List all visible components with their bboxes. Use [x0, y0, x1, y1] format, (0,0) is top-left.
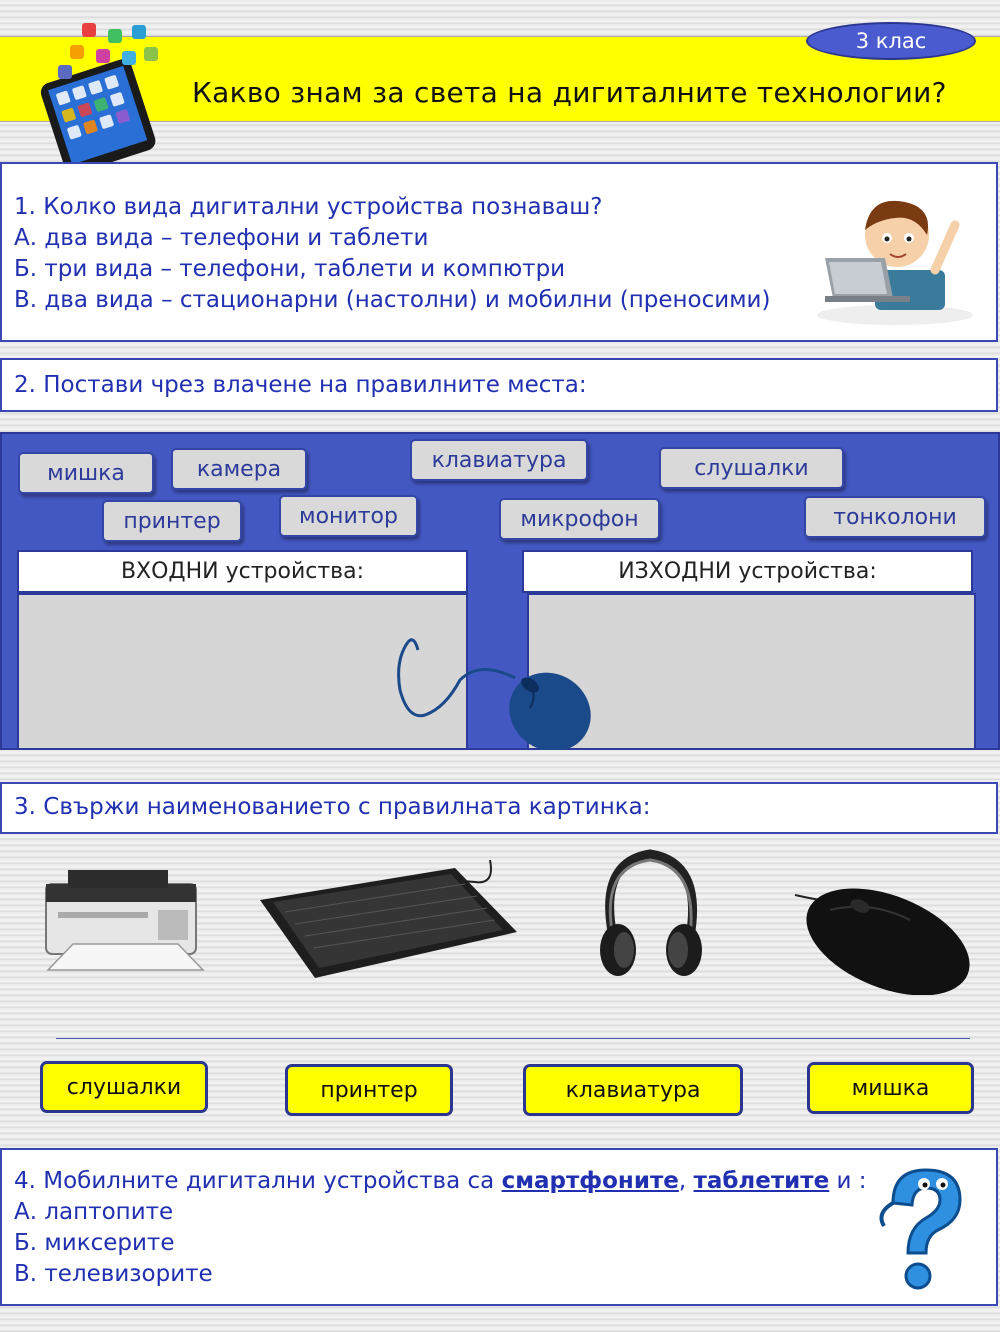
smartphone-apps-icon [20, 15, 170, 165]
question-4-text: 4. Мобилните дигитални устройства са смартфоните, таблетите и : [14, 1168, 867, 1194]
mouse-picture[interactable] [790, 870, 975, 995]
chip-speakers[interactable]: тонколони [804, 496, 986, 538]
chip-mouse[interactable]: мишка [18, 452, 154, 494]
keyboard-picture[interactable] [255, 860, 520, 985]
boy-with-laptop-illustration [815, 190, 975, 330]
chip-printer[interactable]: принтер [102, 500, 242, 542]
question-3-box [0, 782, 998, 834]
question-2-text: 2. Постави чрез влачене на правилните места: [14, 372, 587, 398]
chip-headphones[interactable]: слушалки [659, 447, 844, 489]
question-2-box [0, 358, 998, 412]
q4-option-b[interactable]: Б. миксерите [14, 1230, 175, 1256]
q1-option-b[interactable]: Б. три вида – телефони, таблети и компютри [14, 256, 566, 282]
q1-option-a[interactable]: А. два вида – телефони и таблети [14, 225, 429, 251]
page-title: Какво знам за света на дигиталните технологии? [192, 76, 947, 109]
chip-camera[interactable]: камера [171, 448, 307, 490]
grade-badge: 3 клас [806, 22, 976, 60]
headphones-picture[interactable] [578, 842, 723, 984]
output-devices-label: ИЗХОДНИ устройства: [522, 550, 973, 593]
chip-microphone[interactable]: микрофон [499, 498, 660, 540]
input-devices-label: ВХОДНИ устройства: [17, 550, 468, 593]
smartphones-link: смартфоните [501, 1168, 679, 1194]
q4-option-a[interactable]: А. лаптопите [14, 1199, 174, 1225]
q1-option-c[interactable]: В. два вида – стационарни (настолни) и мобилни (преносими) [14, 287, 771, 313]
computer-mouse-icon [390, 630, 605, 750]
question-1-text: 1. Колко вида дигитални устройства познаваш? [14, 194, 603, 220]
question-mark-icon [868, 1158, 978, 1298]
tablets-link: таблетите [693, 1168, 830, 1194]
chip-monitor[interactable]: монитор [279, 495, 418, 537]
label-keyboard-button[interactable]: клавиатура [523, 1064, 743, 1116]
printer-picture[interactable] [38, 862, 208, 972]
label-headphones-button[interactable]: слушалки [40, 1061, 208, 1113]
divider-line [56, 1038, 970, 1039]
question-3-text: 3. Свържи наименованието с правилната картинка: [14, 794, 651, 820]
label-mouse-button[interactable]: мишка [807, 1062, 974, 1114]
q4-option-c[interactable]: В. телевизорите [14, 1261, 213, 1287]
question-4-box [0, 1148, 998, 1306]
chip-keyboard[interactable]: клавиатура [410, 439, 588, 481]
label-printer-button[interactable]: принтер [285, 1064, 453, 1116]
